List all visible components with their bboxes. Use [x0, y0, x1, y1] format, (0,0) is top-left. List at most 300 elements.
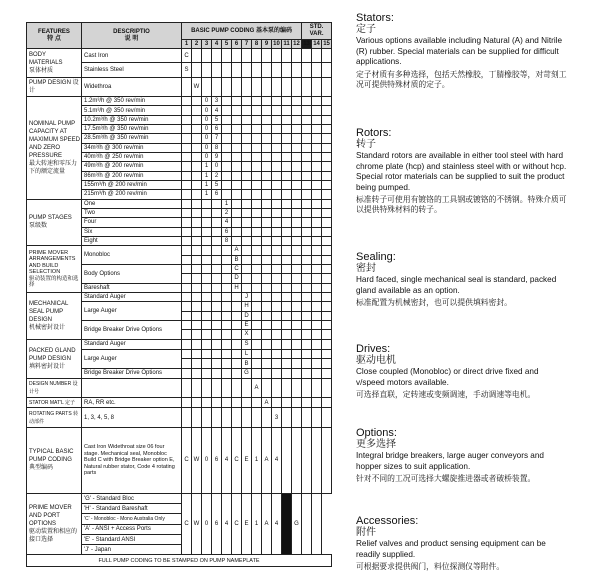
code-cell: [262, 408, 272, 427]
code-cell: [262, 171, 272, 180]
code-cell: [242, 97, 252, 106]
code-cell: [322, 283, 332, 292]
code-cell: [252, 218, 262, 227]
code-cell: [232, 236, 242, 245]
code-cell: [222, 152, 232, 161]
code-cell: [222, 180, 232, 189]
code-digit: 6: [212, 125, 222, 134]
code-digit: 9: [212, 152, 222, 161]
code-cell: [262, 143, 272, 152]
code-cell: [252, 302, 262, 311]
code-cell: [282, 218, 292, 227]
code-cell: [322, 236, 332, 245]
code-cell: [292, 106, 302, 115]
code-cell: [272, 264, 282, 273]
code-cell: [302, 77, 312, 96]
code-cell: [292, 359, 302, 369]
position-number: 7: [242, 40, 252, 49]
code-cell: [282, 115, 292, 124]
code-cell: [312, 77, 322, 96]
code-cell: [232, 180, 242, 189]
code-cell: [242, 208, 252, 217]
typical-code-digit: C: [232, 427, 242, 493]
code-cell: [292, 246, 302, 255]
code-cell: [192, 302, 202, 311]
code-cell: [302, 398, 312, 408]
code-cell: [222, 125, 232, 134]
code-cell: [262, 199, 272, 208]
code-cell: [292, 134, 302, 143]
code-cell: [182, 283, 192, 292]
code-cell: [242, 227, 252, 236]
code-cell: [202, 264, 212, 273]
code-cell: [322, 302, 332, 311]
code-cell: [282, 320, 292, 329]
code-cell: [252, 97, 262, 106]
option-description: 1.2m³/h @ 350 rev/min: [82, 97, 182, 106]
code-cell: [272, 218, 282, 227]
code-cell: [292, 143, 302, 152]
code-cell: [282, 134, 292, 143]
code-cell: [222, 162, 232, 171]
code-cell: [292, 199, 302, 208]
code-cell: [252, 190, 262, 199]
code-cell: [252, 408, 262, 427]
option-description: 215m³/h @ 200 rev/min: [82, 190, 182, 199]
code-cell: [252, 63, 262, 77]
code-cell: [202, 199, 212, 208]
code-cell: [272, 63, 282, 77]
code-digit: 0: [212, 162, 222, 171]
code-cell: [232, 152, 242, 161]
code-cell: [252, 359, 262, 369]
code-cell: [222, 77, 232, 96]
option-description: RA, RR etc.: [82, 398, 182, 408]
code-cell: [182, 180, 192, 189]
code-cell: [192, 152, 202, 161]
typical-code-digit: W: [192, 427, 202, 493]
code-cell: [212, 218, 222, 227]
code-cell: [252, 320, 262, 329]
description-header-zh: 说 明: [124, 35, 139, 42]
code-cell: [202, 255, 212, 264]
code-cell: [282, 302, 292, 311]
code-cell: [322, 106, 332, 115]
code-digit: H: [242, 302, 252, 311]
code-cell: [212, 311, 222, 320]
code-cell: [242, 106, 252, 115]
code-cell: [182, 125, 192, 134]
typical-code-digit: 4: [272, 427, 282, 493]
code-cell: [272, 125, 282, 134]
code-cell: [262, 339, 272, 349]
code-cell: [282, 190, 292, 199]
option-description: Standard Auger: [82, 339, 182, 349]
code-cell: [212, 320, 222, 329]
option-description: 17.5m³/h @ 350 rev/min: [82, 125, 182, 134]
feature-zh: 最大转速和零压力下的额定流量: [29, 160, 78, 175]
code-cell: [252, 162, 262, 171]
code-cell: [242, 134, 252, 143]
separator-block: [282, 493, 292, 555]
code-cell: [292, 330, 302, 339]
code-cell: [302, 106, 312, 115]
code-cell: [302, 359, 312, 369]
option-description: Bridge Breaker Drive Options: [82, 369, 182, 379]
feature-zh: 驱动装置的构造和选择: [29, 275, 79, 289]
code-cell: [232, 171, 242, 180]
code-cell: [302, 143, 312, 152]
code-cell: [252, 398, 262, 408]
code-cell: [192, 311, 202, 320]
code-cell: [322, 143, 332, 152]
code-cell: [262, 63, 272, 77]
code-cell: [232, 369, 242, 379]
code-cell: [292, 236, 302, 245]
code-cell: [322, 369, 332, 379]
typical-code-digit: E: [242, 427, 252, 493]
code-cell: [232, 218, 242, 227]
code-cell: [312, 134, 322, 143]
code-cell: [202, 398, 212, 408]
option-description: One: [82, 199, 182, 208]
code-cell: [252, 236, 262, 245]
code-cell: [292, 190, 302, 199]
code-cell: [282, 408, 292, 427]
code-cell: [252, 349, 262, 359]
code-cell: [222, 398, 232, 408]
code-cell: [192, 246, 202, 255]
code-cell: [202, 227, 212, 236]
option-description: Large Auger: [82, 302, 182, 321]
code-cell: [282, 171, 292, 180]
code-cell: [242, 63, 252, 77]
code-cell: [302, 493, 312, 555]
code-cell: [262, 180, 272, 189]
code-cell: [292, 49, 302, 63]
code-cell: [322, 274, 332, 283]
code-cell: [272, 320, 282, 329]
code-digit: 6: [222, 227, 232, 236]
code-cell: [192, 106, 202, 115]
code-cell: [302, 378, 312, 397]
code-cell: [182, 292, 192, 301]
port-code-digit: G: [292, 493, 302, 555]
code-cell: [302, 369, 312, 379]
port-code-digit: 4: [222, 493, 232, 555]
code-cell: [302, 49, 312, 63]
code-cell: [282, 398, 292, 408]
code-cell: [252, 171, 262, 180]
section-text-en: Various options available including Natural (A) and Nitrile (R) rubber. Special materials can be supplied for difficult applications.: [356, 36, 563, 67]
code-cell: [182, 171, 192, 180]
code-cell: [292, 408, 302, 427]
code-cell: [302, 274, 312, 283]
code-cell: [262, 190, 272, 199]
option-description: Bridge Breaker Drive Options: [82, 320, 182, 339]
code-cell: [282, 143, 292, 152]
code-cell: [282, 125, 292, 134]
code-cell: [212, 199, 222, 208]
code-cell: [322, 330, 332, 339]
position-number: 4: [212, 40, 222, 49]
code-cell: [282, 339, 292, 349]
code-cell: [212, 227, 222, 236]
code-cell: [312, 264, 322, 273]
code-cell: [212, 236, 222, 245]
feature-en: PRIME MOVER ARRANGEMENTS AND BUILD SELECTION: [29, 249, 76, 276]
code-cell: [282, 246, 292, 255]
code-cell: [292, 378, 302, 397]
code-cell: [222, 339, 232, 349]
code-digit: 4: [222, 218, 232, 227]
code-cell: [262, 378, 272, 397]
code-cell: [322, 339, 332, 349]
code-cell: [192, 227, 202, 236]
code-cell: [312, 378, 322, 397]
code-cell: [192, 264, 202, 273]
code-cell: [262, 320, 272, 329]
option-description: 86m³/h @ 200 rev/min: [82, 171, 182, 180]
code-cell: [312, 330, 322, 339]
position-number: 6: [232, 40, 242, 49]
feature-zh: 泵体材质: [29, 67, 54, 74]
code-cell: [262, 162, 272, 171]
code-cell: [312, 408, 322, 427]
code-cell: [192, 349, 202, 359]
option-description: 155m³/h @ 200 rev/min: [82, 180, 182, 189]
code-cell: [232, 311, 242, 320]
packed-gland-label: [27, 339, 82, 378]
code-cell: [312, 369, 322, 379]
option-description: 49m³/h @ 200 rev/min: [82, 162, 182, 171]
code-cell: [232, 378, 242, 397]
code-cell: [262, 218, 272, 227]
code-cell: [272, 115, 282, 124]
section-title-en: Drives:: [356, 343, 391, 355]
code-cell: [302, 152, 312, 161]
code-cell: [192, 162, 202, 171]
typical-coding-description: Cast Iron Widethroat size 06 four stage. Mechanical seal, Monobloc Build C with Bridge Breaker option E, Natural rubber stator, Code 4 rotating parts: [82, 427, 182, 493]
code-digit: 5: [212, 115, 222, 124]
code-cell: [322, 134, 332, 143]
code-cell: [272, 152, 282, 161]
code-cell: [202, 246, 212, 255]
code-cell: [242, 125, 252, 134]
code-cell: [302, 227, 312, 236]
typical-code-digit: 6: [212, 427, 222, 493]
code-cell: [232, 227, 242, 236]
code-digit: C: [182, 49, 192, 63]
code-cell: [192, 199, 202, 208]
code-cell: [262, 208, 272, 217]
code-cell: [302, 255, 312, 264]
code-cell: [182, 369, 192, 379]
code-cell: [182, 330, 192, 339]
code-cell: [322, 246, 332, 255]
code-digit: B: [232, 255, 242, 264]
section-options: [356, 427, 568, 484]
code-cell: [322, 292, 332, 301]
code-cell: [182, 208, 192, 217]
code-cell: [232, 134, 242, 143]
code-cell: [202, 359, 212, 369]
code-cell: [262, 125, 272, 134]
code-cell: [272, 349, 282, 359]
code-cell: [282, 264, 292, 273]
code-cell: [232, 292, 242, 301]
code-cell: [202, 292, 212, 301]
section-title-en: Sealing:: [356, 251, 396, 263]
code-cell: [252, 143, 262, 152]
code-cell: [192, 398, 202, 408]
code-digit: 1: [202, 190, 212, 199]
typical-code-digit: C: [182, 427, 192, 493]
code-cell: [282, 106, 292, 115]
code-cell: [292, 152, 302, 161]
section-text-zh: 定子材质有多种选择，包括天然橡胶，丁腈橡胶等，对苛刻工况可提供特殊材质的定子。: [356, 69, 567, 89]
code-cell: [272, 180, 282, 189]
code-cell: [282, 292, 292, 301]
code-cell: [312, 349, 322, 359]
code-cell: [272, 143, 282, 152]
code-cell: [272, 339, 282, 349]
code-cell: [262, 330, 272, 339]
code-cell: [262, 97, 272, 106]
code-cell: [182, 264, 192, 273]
code-cell: [202, 349, 212, 359]
section-text-zh: 可根据要求提供阀门，料位探测仪等附件。: [356, 562, 505, 572]
code-cell: [222, 311, 232, 320]
code-cell: [212, 292, 222, 301]
code-cell: [322, 320, 332, 329]
code-cell: [192, 97, 202, 106]
code-cell: [182, 162, 192, 171]
option-description: Bareshaft: [82, 283, 182, 292]
port-option: 'A' - ANSI + Access Ports: [82, 524, 182, 534]
description-header: [82, 23, 182, 49]
code-digit: S: [182, 63, 192, 77]
position-number: 1: [182, 40, 192, 49]
code-cell: [212, 255, 222, 264]
code-cell: [252, 330, 262, 339]
code-cell: [312, 227, 322, 236]
code-cell: [272, 283, 282, 292]
code-cell: [272, 369, 282, 379]
code-cell: [282, 427, 292, 493]
code-cell: [292, 115, 302, 124]
code-cell: [192, 255, 202, 264]
code-cell: [312, 292, 322, 301]
code-cell: [242, 199, 252, 208]
code-cell: [272, 208, 282, 217]
code-cell: [232, 408, 242, 427]
code-cell: [322, 208, 332, 217]
code-cell: [232, 77, 242, 96]
code-cell: [182, 408, 192, 427]
code-cell: [242, 408, 252, 427]
code-cell: [212, 49, 222, 63]
code-cell: [322, 398, 332, 408]
code-cell: [272, 77, 282, 96]
code-cell: [262, 264, 272, 273]
code-cell: [292, 320, 302, 329]
code-cell: [312, 320, 322, 329]
code-cell: [322, 77, 332, 96]
code-digit: 1: [202, 180, 212, 189]
code-cell: [242, 398, 252, 408]
code-cell: [322, 162, 332, 171]
code-cell: [322, 171, 332, 180]
code-cell: [192, 63, 202, 77]
code-cell: [242, 255, 252, 264]
code-cell: [282, 180, 292, 189]
code-cell: [252, 283, 262, 292]
section-title-en: Stators:: [356, 12, 394, 24]
code-digit: 1: [222, 199, 232, 208]
code-cell: [242, 236, 252, 245]
code-cell: [252, 152, 262, 161]
code-cell: [292, 264, 302, 273]
code-cell: [282, 49, 292, 63]
code-cell: [212, 339, 222, 349]
code-digit: 3: [212, 97, 222, 106]
code-cell: [232, 63, 242, 77]
code-digit: 0: [202, 152, 212, 161]
code-cell: [232, 49, 242, 63]
section-title-zh: 密封: [356, 263, 376, 274]
code-cell: [292, 349, 302, 359]
code-cell: [312, 246, 322, 255]
code-cell: [222, 292, 232, 301]
code-cell: [192, 292, 202, 301]
code-cell: [262, 283, 272, 292]
code-cell: [192, 143, 202, 152]
code-cell: [302, 115, 312, 124]
code-cell: [292, 180, 302, 189]
section-text-en: Relief valves and product sensing equipment can be readily supplied.: [356, 539, 546, 559]
position-number: 12: [292, 40, 302, 49]
code-cell: [222, 246, 232, 255]
code-cell: [312, 125, 322, 134]
code-cell: [292, 63, 302, 77]
code-cell: [312, 143, 322, 152]
code-cell: [252, 264, 262, 273]
code-cell: [182, 349, 192, 359]
code-cell: [242, 264, 252, 273]
option-description: Large Auger: [82, 349, 182, 368]
section-title-en: Options:: [356, 427, 397, 439]
code-cell: [232, 106, 242, 115]
code-cell: [222, 63, 232, 77]
code-cell: [182, 302, 192, 311]
position-number: 2: [192, 40, 202, 49]
code-cell: [252, 199, 262, 208]
code-cell: [262, 349, 272, 359]
position-number: 8: [252, 40, 262, 49]
code-cell: [292, 339, 302, 349]
port-code-digit: 0: [202, 493, 212, 555]
code-cell: [282, 97, 292, 106]
code-cell: [202, 49, 212, 63]
port-code-digit: A: [262, 493, 272, 555]
coding-header: BASIC PUMP CODING 基本泵的编码: [182, 23, 302, 40]
code-cell: [322, 264, 332, 273]
code-cell: [232, 97, 242, 106]
code-cell: [302, 311, 312, 320]
code-cell: [322, 311, 332, 320]
port-code-digit: 6: [212, 493, 222, 555]
